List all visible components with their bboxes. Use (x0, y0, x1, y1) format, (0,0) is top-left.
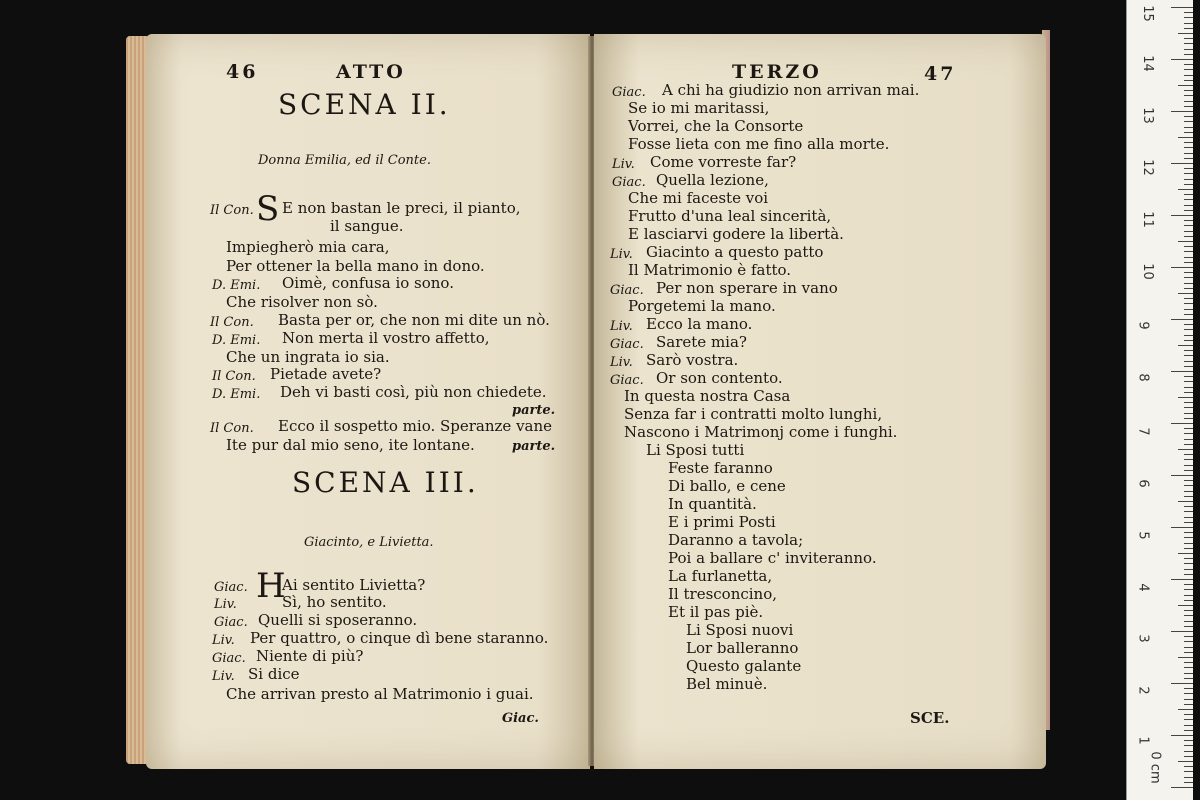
ruler-tick (1184, 714, 1193, 715)
ruler-tick (1184, 678, 1193, 679)
ruler-tick (1184, 80, 1193, 81)
ruler-tick (1184, 246, 1193, 247)
ruler-tick (1171, 735, 1193, 736)
ruler-tick (1184, 277, 1193, 278)
ruler-tick (1184, 537, 1193, 538)
ruler-tick (1178, 293, 1193, 294)
ruler-tick (1184, 506, 1193, 507)
catchword-left: Giac. (502, 711, 539, 726)
speaker: D. Emi. (212, 333, 261, 348)
ruler-tick (1184, 184, 1193, 185)
ruler-tick (1184, 439, 1193, 440)
ruler-tick (1184, 387, 1193, 388)
dialogue-line: La furlanetta, (668, 567, 773, 585)
ruler-tick (1184, 610, 1193, 611)
dialogue-line: Or son contento. (656, 369, 783, 387)
dialogue-line: Fosse lieta con me fino alla morte. (628, 135, 890, 153)
ruler-tick (1184, 615, 1193, 616)
ruler-tick (1184, 433, 1193, 434)
dialogue-line: Lor balleranno (686, 639, 799, 657)
dialogue-line: Per ottener la bella mano in dono. (226, 257, 485, 275)
ruler-tick (1184, 366, 1193, 367)
dialogue-line: Come vorreste far? (650, 153, 797, 171)
ruler-tick (1178, 449, 1193, 450)
dialogue-line: Non merta il vostro affetto, (282, 329, 490, 347)
ruler-tick (1171, 111, 1193, 112)
ruler-tick (1184, 428, 1193, 429)
ruler-label: 8 (1135, 373, 1151, 382)
ruler-tick (1184, 548, 1193, 549)
measurement-ruler (1126, 0, 1193, 800)
ruler-tick (1184, 28, 1193, 29)
ruler-tick (1184, 220, 1193, 221)
ruler-label: 5 (1135, 531, 1151, 540)
dialogue-line: Giacinto a questo patto (646, 243, 824, 261)
dialogue-line: Bel minuè. (686, 675, 768, 693)
ruler-tick (1184, 262, 1193, 263)
ruler-tick (1171, 7, 1193, 8)
ruler-tick (1184, 725, 1193, 726)
dialogue-line: In quantità. (668, 495, 757, 513)
speaker: Il Con. (210, 315, 254, 330)
ruler-tick (1184, 12, 1193, 13)
speaker: Liv. (610, 319, 633, 334)
ruler-tick (1184, 454, 1193, 455)
dialogue-line: E non bastan le preci, il pianto, (282, 199, 521, 217)
ruler-tick (1184, 43, 1193, 44)
ruler-tick (1184, 283, 1193, 284)
ruler-tick (1184, 543, 1193, 544)
ruler-tick (1171, 59, 1193, 60)
ruler-tick (1184, 511, 1193, 512)
ruler-tick (1184, 636, 1193, 637)
ruler-tick (1184, 496, 1193, 497)
ruler-tick (1184, 459, 1193, 460)
dialogue-line: Vorrei, che la Consorte (628, 117, 804, 135)
ruler-tick (1178, 553, 1193, 554)
ruler-tick (1178, 137, 1193, 138)
ruler-tick (1184, 563, 1193, 564)
ruler-label: 15 (1139, 5, 1155, 22)
ruler-tick (1178, 761, 1193, 762)
dialogue-line: Se io mi maritassi, (628, 99, 770, 117)
ruler-tick (1184, 49, 1193, 50)
ruler-label: 11 (1139, 211, 1155, 228)
speaker: Giac. (214, 580, 248, 595)
dialogue-line: Poi a ballare c' inviteranno. (668, 549, 877, 567)
ruler-tick (1184, 173, 1193, 174)
ruler-tick (1171, 475, 1193, 476)
speaker: D. Emi. (212, 278, 261, 293)
ruler-tick (1184, 641, 1193, 642)
ruler-tick (1184, 574, 1193, 575)
dialogue-line: Questo galante (686, 657, 802, 675)
dialogue-line: Il Matrimonio è fatto. (628, 261, 792, 279)
ruler-tick (1171, 215, 1193, 216)
drop-cap: H (256, 566, 286, 606)
dialogue-line: In questa nostra Casa (624, 387, 791, 405)
ruler-label: 12 (1139, 159, 1155, 176)
ruler-tick (1171, 423, 1193, 424)
dialogue-line: Nascono i Matrimonj come i funghi. (624, 423, 898, 441)
ruler-tick (1184, 782, 1193, 783)
ruler-tick (1184, 75, 1193, 76)
ruler-tick (1184, 402, 1193, 403)
ruler-tick (1184, 132, 1193, 133)
ruler-tick (1184, 491, 1193, 492)
ruler-tick (1184, 719, 1193, 720)
ruler-tick (1184, 745, 1193, 746)
ruler-tick (1184, 340, 1193, 341)
dialogue-line: Sarete mia? (656, 333, 747, 351)
ruler-tick (1178, 241, 1193, 242)
scene-characters-3: Giacinto, e Livietta. (304, 535, 434, 550)
speaker: Giac. (610, 337, 644, 352)
ruler-tick (1184, 205, 1193, 206)
ruler-tick (1184, 38, 1193, 39)
speaker: Il Con. (212, 369, 256, 384)
ruler-tick (1184, 413, 1193, 414)
ruler-tick (1184, 95, 1193, 96)
ruler-tick (1171, 787, 1193, 788)
speaker: Liv. (610, 355, 633, 370)
ruler-tick (1184, 517, 1193, 518)
ruler-label: 1 (1135, 736, 1151, 745)
dialogue-line: Et il pas piè. (668, 603, 764, 621)
left-page (146, 34, 590, 769)
dialogue-line: Ai sentito Livietta? (282, 576, 426, 594)
ruler-tick (1184, 522, 1193, 523)
dialogue-line: Daranno a tavola; (668, 531, 804, 549)
ruler-label: 6 (1135, 479, 1151, 488)
ruler-tick (1184, 730, 1193, 731)
speaker: Il Con. (210, 203, 254, 218)
ruler-tick (1178, 397, 1193, 398)
stage-direction: parte. (512, 403, 556, 418)
page-number-right: 47 (924, 63, 957, 85)
dialogue-line: Si dice (248, 665, 300, 683)
ruler-tick (1184, 158, 1193, 159)
dialogue-line: Frutto d'una leal sincerità, (628, 207, 832, 225)
ruler-tick (1184, 766, 1193, 767)
ruler-tick (1184, 621, 1193, 622)
dialogue-line: Li Sposi tutti (646, 441, 745, 459)
ruler-tick (1171, 683, 1193, 684)
stage-direction: parte. (512, 439, 556, 454)
ruler-tick (1184, 288, 1193, 289)
ruler-tick (1184, 153, 1193, 154)
ruler-tick (1184, 699, 1193, 700)
ruler-tick (1184, 662, 1193, 663)
ruler-label: 10 (1139, 263, 1155, 280)
dialogue-line: Li Sposi nuovi (686, 621, 794, 639)
ruler-tick (1184, 329, 1193, 330)
ruler-tick (1184, 23, 1193, 24)
ruler-tick (1184, 199, 1193, 200)
speaker: Liv. (212, 633, 235, 648)
ruler-tick (1184, 350, 1193, 351)
ruler-tick (1184, 361, 1193, 362)
ruler-tick (1184, 470, 1193, 471)
ruler-tick (1184, 236, 1193, 237)
scene-characters-2: Donna Emilia, ed il Conte. (258, 153, 431, 168)
ruler-tick (1184, 558, 1193, 559)
ruler-label: 4 (1135, 583, 1151, 592)
ruler-tick (1184, 314, 1193, 315)
ruler-tick (1171, 267, 1193, 268)
dialogue-line: Pietade avete? (270, 365, 382, 383)
ruler-tick (1178, 33, 1193, 34)
running-head-right: TERZO (732, 61, 822, 83)
ruler-tick (1178, 605, 1193, 606)
ruler-tick (1184, 179, 1193, 180)
ruler-tick (1184, 444, 1193, 445)
dialogue-line: Il tresconcino, (668, 585, 778, 603)
ruler-tick (1184, 127, 1193, 128)
ruler-tick (1178, 345, 1193, 346)
ruler-tick (1184, 257, 1193, 258)
speaker: Giac. (612, 85, 646, 100)
speaker: Giac. (214, 615, 248, 630)
speaker: Liv. (612, 157, 635, 172)
ruler-tick (1184, 355, 1193, 356)
dialogue-line: Di ballo, e cene (668, 477, 786, 495)
ruler-tick (1184, 142, 1193, 143)
speaker: Giac. (610, 283, 644, 298)
ruler-tick (1184, 147, 1193, 148)
dialogue-line: Senza far i contratti molto lunghi, (624, 405, 883, 423)
ruler-tick (1184, 480, 1193, 481)
ruler-tick (1184, 418, 1193, 419)
dialogue-line: Ecco la mano. (646, 315, 753, 333)
dialogue-line: Che arrivan presto al Matrimonio i guai. (226, 685, 534, 703)
dialogue-line: E lasciarvi godere la libertà. (628, 225, 844, 243)
speaker: Il Con. (210, 421, 254, 436)
ruler-tick (1184, 121, 1193, 122)
speaker: Liv. (610, 247, 633, 262)
ruler-tick (1184, 376, 1193, 377)
page-number-left: 46 (226, 61, 259, 83)
ruler-tick (1184, 569, 1193, 570)
ruler-label: 9 (1135, 321, 1151, 330)
ruler-tick (1184, 168, 1193, 169)
ruler-tick (1184, 69, 1193, 70)
ruler-tick (1184, 584, 1193, 585)
dialogue-line: Porgetemi la mano. (628, 297, 776, 315)
ruler-tick (1184, 532, 1193, 533)
ruler-tick (1184, 771, 1193, 772)
dialogue-line: Quella lezione, (656, 171, 769, 189)
ruler-tick (1184, 756, 1193, 757)
ruler-tick (1178, 85, 1193, 86)
ruler-tick (1184, 652, 1193, 653)
speaker: D. Emi. (212, 387, 261, 402)
speaker: Liv. (214, 597, 237, 612)
ruler-tick (1178, 189, 1193, 190)
speaker: Giac. (612, 175, 646, 190)
ruler-tick (1184, 210, 1193, 211)
ruler-tick (1184, 704, 1193, 705)
ruler-tick (1171, 631, 1193, 632)
dialogue-line: E i primi Posti (668, 513, 776, 531)
dialogue-line: Basta per or, che non mi dite un nò. (278, 311, 550, 329)
ruler-tick (1184, 335, 1193, 336)
ruler-tick (1184, 309, 1193, 310)
ruler-tick (1184, 101, 1193, 102)
ruler-tick (1184, 116, 1193, 117)
ruler-tick (1171, 527, 1193, 528)
drop-cap: S (256, 189, 280, 229)
dialogue-line: Sì, ho sentito. (282, 593, 387, 611)
open-book (118, 24, 1050, 774)
ruler-tick (1184, 600, 1193, 601)
ruler-label: 7 (1135, 427, 1151, 436)
speaker: Giac. (212, 651, 246, 666)
dialogue-line: Oimè, confusa io sono. (282, 274, 454, 292)
ruler-tick (1184, 688, 1193, 689)
ruler-tick (1184, 667, 1193, 668)
ruler-tick (1184, 64, 1193, 65)
dialogue-line: Che risolver non sò. (226, 293, 378, 311)
ruler-tick (1184, 194, 1193, 195)
ruler-tick (1184, 17, 1193, 18)
ruler-tick (1171, 319, 1193, 320)
ruler-tick (1184, 392, 1193, 393)
ruler-tick (1178, 657, 1193, 658)
ruler-tick (1184, 381, 1193, 382)
dialogue-line: Ecco il sospetto mio. Speranze vane (278, 417, 553, 435)
ruler-label: 14 (1139, 55, 1155, 72)
dialogue-line: Niente di più? (256, 647, 364, 665)
ruler-tick (1184, 647, 1193, 648)
right-page (594, 34, 1046, 769)
ruler-tick (1184, 673, 1193, 674)
ruler-tick (1171, 579, 1193, 580)
ruler-tick (1184, 54, 1193, 55)
ruler-tick (1184, 626, 1193, 627)
ruler-tick (1184, 231, 1193, 232)
ruler-tick (1184, 595, 1193, 596)
ruler-tick (1171, 371, 1193, 372)
dialogue-line: Feste faranno (668, 459, 773, 477)
ruler-tick (1184, 324, 1193, 325)
ruler-tick (1171, 163, 1193, 164)
ruler-tick (1184, 251, 1193, 252)
ruler-tick (1178, 501, 1193, 502)
ruler-tick (1184, 740, 1193, 741)
ruler-tick (1178, 709, 1193, 710)
ruler-tick (1184, 90, 1193, 91)
ruler-tick (1184, 272, 1193, 273)
ruler-label: 3 (1135, 634, 1151, 643)
dialogue-line: Che mi faceste voi (628, 189, 769, 207)
ruler-tick (1184, 407, 1193, 408)
dialogue-line: Che un ingrata io sia. (226, 348, 390, 366)
dialogue-line: Impiegherò mia cara, (226, 238, 390, 256)
ruler-tick (1184, 751, 1193, 752)
dialogue-line: Quelli si sposeranno. (258, 611, 418, 629)
ruler-tick (1184, 225, 1193, 226)
dialogue-line: Sarò vostra. (646, 351, 739, 369)
scene-title-3: SCENA III. (292, 466, 479, 499)
dialogue-line: Ite pur dal mio seno, ite lontane. (226, 436, 475, 454)
ruler-tick (1184, 106, 1193, 107)
ruler-tick (1184, 693, 1193, 694)
running-head-left: ATTO (336, 61, 406, 83)
ruler-tick (1184, 589, 1193, 590)
ruler-tick (1184, 298, 1193, 299)
ruler-label: 13 (1139, 107, 1155, 124)
speaker: Giac. (610, 373, 644, 388)
ruler-tick (1184, 303, 1193, 304)
dialogue-line: Per non sperare in vano (656, 279, 838, 297)
scene-title-2: SCENA II. (278, 88, 451, 121)
dialogue-line: Deh vi basti così, più non chiedete. (280, 383, 547, 401)
catchword-right: SCE. (910, 709, 950, 727)
dialogue-line: A chi ha giudizio non arrivan mai. (662, 81, 920, 99)
dialogue-line: il sangue. (330, 217, 404, 235)
ruler-tick (1184, 485, 1193, 486)
ruler-label: 2 (1135, 686, 1151, 695)
dialogue-line: Per quattro, o cinque dì bene staranno. (250, 629, 549, 647)
speaker: Liv. (212, 669, 235, 684)
ruler-tick (1184, 777, 1193, 778)
ruler-unit-label: 0 cm (1147, 751, 1163, 784)
ruler-tick (1184, 465, 1193, 466)
